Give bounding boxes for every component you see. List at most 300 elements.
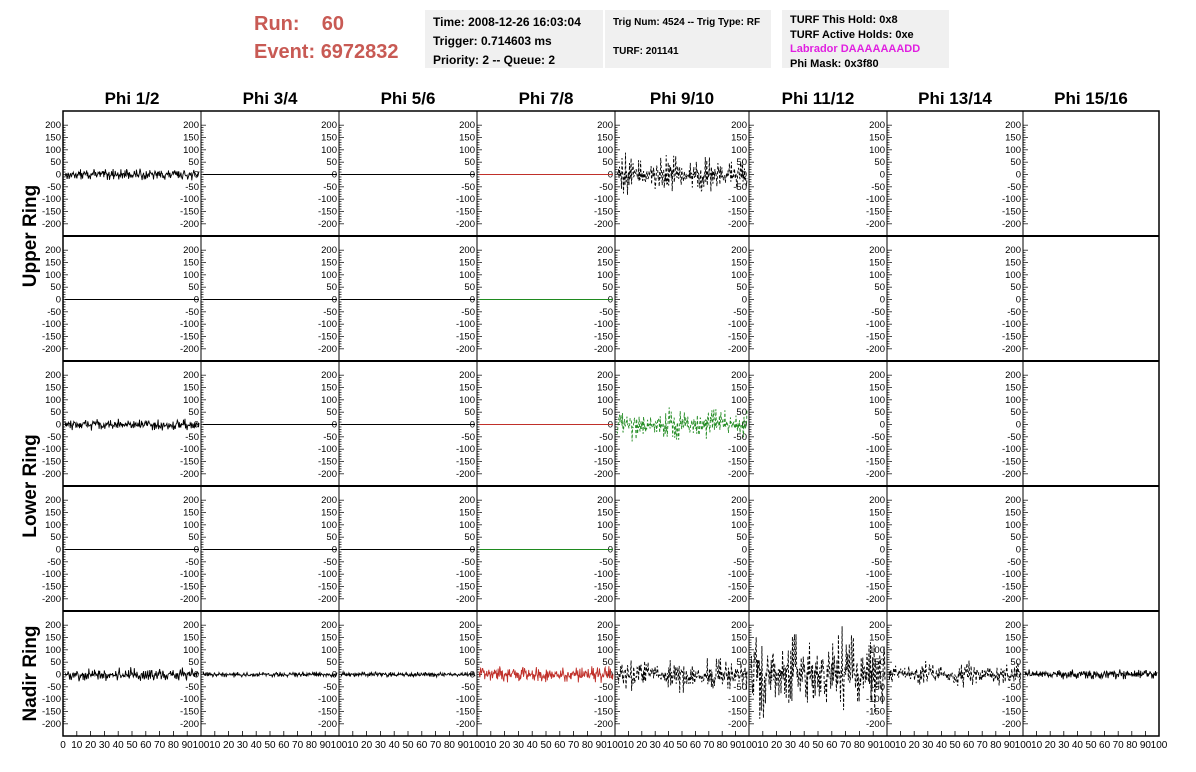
y-tick-label: -200 xyxy=(1001,468,1021,480)
y-tick-label: 100 xyxy=(869,394,885,406)
x-tick-label: 60 xyxy=(826,740,838,751)
y-tick-label: 150 xyxy=(731,507,747,519)
y-tick-label: -100 xyxy=(41,194,61,206)
priority-text: Priority: 2 -- Queue: 2 xyxy=(433,53,556,67)
x-tick-label: 40 xyxy=(663,740,675,751)
y-tick-label: 150 xyxy=(1005,632,1021,644)
y-tick-label: 50 xyxy=(602,532,613,544)
y-tick-label: 150 xyxy=(731,132,747,144)
y-tick-label: 100 xyxy=(183,519,199,531)
labrador-text: Labrador DAAAAAAADD xyxy=(790,43,921,55)
y-tick-label: 150 xyxy=(1005,382,1021,394)
y-tick-label: 200 xyxy=(45,495,61,507)
y-tick-label: -150 xyxy=(865,456,885,468)
y-tick-label: -50 xyxy=(599,306,613,318)
y-tick-label: 50 xyxy=(736,532,747,544)
y-tick-label: -100 xyxy=(317,319,337,331)
x-tick-label: 10 xyxy=(71,740,83,751)
y-tick-label: -200 xyxy=(865,593,885,605)
y-tick-label: 0 xyxy=(607,669,613,681)
y-tick-label: 100 xyxy=(45,269,61,281)
y-tick-label: -200 xyxy=(179,468,199,480)
y-tick-label: 150 xyxy=(597,382,613,394)
phi-mask-text: Phi Mask: 0x3f80 xyxy=(790,57,879,70)
y-tick-label: -100 xyxy=(179,319,199,331)
y-tick-label: -50 xyxy=(47,681,61,693)
y-tick-label: 0 xyxy=(469,669,475,681)
x-tick-label: 10 xyxy=(622,740,634,751)
y-tick-label: -50 xyxy=(461,181,475,193)
row-title: Nadir Ring xyxy=(20,625,41,722)
turf-active-text: TURF Active Holds: 0xe xyxy=(790,28,914,41)
y-tick-label: -50 xyxy=(599,681,613,693)
y-tick-label: -150 xyxy=(317,331,337,343)
y-tick-label: -50 xyxy=(323,306,337,318)
x-tick-label: 90 xyxy=(730,740,742,751)
y-tick-label: -100 xyxy=(593,694,613,706)
y-tick-label: 100 xyxy=(1005,519,1021,531)
column-title: Phi 15/16 xyxy=(1054,89,1128,108)
y-tick-label: 200 xyxy=(321,120,337,132)
y-tick-label: 150 xyxy=(1005,132,1021,144)
y-tick-label: -50 xyxy=(461,431,475,443)
y-tick-label: -200 xyxy=(455,468,475,480)
y-tick-label: 150 xyxy=(597,257,613,269)
y-tick-label: 0 xyxy=(469,169,475,181)
y-tick-label: -100 xyxy=(593,319,613,331)
y-tick-label: -50 xyxy=(871,306,885,318)
y-tick-label: 150 xyxy=(459,132,475,144)
y-tick-label: 200 xyxy=(731,245,747,257)
y-tick-label: 150 xyxy=(183,507,199,519)
waveform-trace xyxy=(65,667,199,681)
trigger-text: Trigger: 0.714603 ms xyxy=(433,34,552,48)
y-tick-label: 150 xyxy=(459,632,475,644)
y-tick-label: 100 xyxy=(321,394,337,406)
y-tick-label: 150 xyxy=(869,632,885,644)
x-tick-label: 80 xyxy=(581,740,593,751)
event-value: 6972832 xyxy=(320,41,399,63)
run-label: Run: xyxy=(254,13,300,35)
y-tick-label: 50 xyxy=(602,282,613,294)
y-tick-label: 0 xyxy=(741,169,747,181)
y-tick-label: -200 xyxy=(455,343,475,355)
waveform-trace xyxy=(341,672,475,678)
y-axis xyxy=(42,120,68,230)
y-tick-label: -200 xyxy=(41,593,61,605)
y-tick-label: 150 xyxy=(597,632,613,644)
y-tick-label: 100 xyxy=(459,644,475,656)
x-tick-label: 60 xyxy=(140,740,152,751)
y-tick-label: 200 xyxy=(45,120,61,132)
y-tick-label: 0 xyxy=(1015,544,1021,556)
y-tick-label: -150 xyxy=(1001,581,1021,593)
x-tick-label: 70 xyxy=(703,740,715,751)
waveform-trace xyxy=(1025,669,1157,679)
y-tick-label: 200 xyxy=(869,495,885,507)
y-tick-label: 100 xyxy=(597,519,613,531)
y-tick-label: 50 xyxy=(326,532,337,544)
y-tick-label: -50 xyxy=(323,431,337,443)
x-tick-label: 30 xyxy=(922,740,934,751)
y-tick-label: 50 xyxy=(50,657,61,669)
y-tick-label: 50 xyxy=(50,407,61,419)
y-tick-label: 200 xyxy=(459,620,475,632)
y-tick-label: 200 xyxy=(321,620,337,632)
y-axis xyxy=(1002,370,1028,480)
y-tick-label: -150 xyxy=(1001,206,1021,218)
y-tick-label: 100 xyxy=(459,519,475,531)
y-tick-label: -150 xyxy=(593,581,613,593)
y-tick-label: 50 xyxy=(464,407,475,419)
y-tick-label: -50 xyxy=(461,306,475,318)
y-tick-label: -100 xyxy=(727,694,747,706)
y-tick-label: -150 xyxy=(317,706,337,718)
y-tick-label: 50 xyxy=(602,407,613,419)
waveform-trace xyxy=(65,419,199,431)
y-tick-label: 200 xyxy=(45,620,61,632)
y-tick-label: -100 xyxy=(1001,694,1021,706)
y-tick-label: 0 xyxy=(879,294,885,306)
y-tick-label: 50 xyxy=(874,157,885,169)
y-tick-label: 50 xyxy=(1010,282,1021,294)
y-tick-label: 50 xyxy=(326,157,337,169)
y-tick-label: 200 xyxy=(597,370,613,382)
y-tick-label: 150 xyxy=(869,382,885,394)
y-tick-label: 200 xyxy=(869,370,885,382)
y-tick-label: -150 xyxy=(455,706,475,718)
y-tick-label: -100 xyxy=(865,444,885,456)
y-tick-label: -150 xyxy=(727,331,747,343)
y-axis xyxy=(866,495,892,605)
y-tick-label: 0 xyxy=(331,169,337,181)
row-title: Lower Ring xyxy=(20,434,41,538)
y-tick-label: 50 xyxy=(1010,657,1021,669)
y-tick-label: -200 xyxy=(41,468,61,480)
y-tick-label: -150 xyxy=(593,331,613,343)
x-tick-label: 70 xyxy=(292,740,304,751)
y-tick-label: -200 xyxy=(593,218,613,230)
y-tick-label: 50 xyxy=(464,657,475,669)
x-tick-label: 20 xyxy=(908,740,920,751)
x-tick-label: 90 xyxy=(595,740,607,751)
waveform-trace xyxy=(889,661,1021,688)
y-tick-label: -200 xyxy=(179,218,199,230)
y-tick-label: -200 xyxy=(179,593,199,605)
x-tick-label: 80 xyxy=(990,740,1002,751)
y-tick-label: -100 xyxy=(179,194,199,206)
y-tick-label: -100 xyxy=(317,694,337,706)
y-tick-label: -100 xyxy=(1001,319,1021,331)
y-axis xyxy=(866,620,892,730)
x-tick-label: 30 xyxy=(649,740,661,751)
y-tick-label: 150 xyxy=(183,382,199,394)
time-text: Time: 2008-12-26 16:03:04 xyxy=(433,15,581,29)
waveform-trace xyxy=(751,626,885,719)
y-tick-label: 100 xyxy=(869,144,885,156)
y-tick-label: 50 xyxy=(188,157,199,169)
y-axis xyxy=(1002,495,1028,605)
x-tick-label: 60 xyxy=(689,740,701,751)
run-value: 60 xyxy=(321,13,345,35)
y-tick-label: 200 xyxy=(183,245,199,257)
y-tick-label: 200 xyxy=(731,620,747,632)
x-tick-label: 20 xyxy=(1044,740,1056,751)
y-tick-label: 50 xyxy=(326,407,337,419)
y-tick-label: -150 xyxy=(179,206,199,218)
y-tick-label: 200 xyxy=(183,370,199,382)
y-tick-label: 200 xyxy=(183,620,199,632)
y-tick-label: -50 xyxy=(733,556,747,568)
y-tick-label: -100 xyxy=(455,444,475,456)
y-tick-label: 200 xyxy=(183,120,199,132)
x-tick-label: 100 xyxy=(740,740,758,751)
y-tick-label: 50 xyxy=(874,532,885,544)
y-tick-label: 0 xyxy=(1015,169,1021,181)
y-tick-label: 200 xyxy=(45,370,61,382)
x-tick-label: 90 xyxy=(1003,740,1015,751)
y-tick-label: 50 xyxy=(874,407,885,419)
y-tick-label: -100 xyxy=(455,569,475,581)
y-tick-label: -100 xyxy=(179,569,199,581)
y-tick-label: 100 xyxy=(731,519,747,531)
x-tick-label: 60 xyxy=(416,740,428,751)
y-tick-label: -150 xyxy=(179,456,199,468)
y-tick-label: -50 xyxy=(871,556,885,568)
waveform-trace xyxy=(65,169,199,181)
y-tick-label: -200 xyxy=(317,468,337,480)
y-tick-label: 200 xyxy=(1005,370,1021,382)
x-tick-label: 10 xyxy=(485,740,497,751)
trig-text: Trig Num: 4524 -- Trig Type: RF xyxy=(613,17,761,28)
y-tick-label: 0 xyxy=(331,669,337,681)
y-tick-label: 200 xyxy=(597,120,613,132)
y-tick-label: 100 xyxy=(321,519,337,531)
column-title: Phi 1/2 xyxy=(104,89,160,108)
x-tick-label: 10 xyxy=(209,740,221,751)
y-tick-label: -100 xyxy=(317,444,337,456)
y-tick-label: -50 xyxy=(1007,431,1021,443)
y-tick-label: -150 xyxy=(727,706,747,718)
y-tick-label: -50 xyxy=(185,306,199,318)
x-tick-label: 30 xyxy=(374,740,386,751)
y-tick-label: -100 xyxy=(727,194,747,206)
x-tick-label: 10 xyxy=(757,740,769,751)
x-tick-label: 40 xyxy=(935,740,947,751)
y-tick-label: 200 xyxy=(1005,245,1021,257)
column-title: Phi 9/10 xyxy=(649,89,715,108)
y-tick-label: 100 xyxy=(1005,644,1021,656)
y-tick-label: -200 xyxy=(865,718,885,730)
y-tick-label: -150 xyxy=(179,331,199,343)
x-tick-label: 30 xyxy=(1058,740,1070,751)
x-tick-label: 100 xyxy=(468,740,486,751)
y-tick-label: 0 xyxy=(879,419,885,431)
y-tick-label: -200 xyxy=(865,343,885,355)
y-tick-label: -50 xyxy=(1007,681,1021,693)
y-tick-label: -150 xyxy=(455,456,475,468)
y-tick-label: 200 xyxy=(1005,495,1021,507)
y-tick-label: 150 xyxy=(183,257,199,269)
y-axis xyxy=(728,245,754,355)
y-tick-label: 100 xyxy=(321,269,337,281)
y-tick-label: -100 xyxy=(41,569,61,581)
y-tick-label: -100 xyxy=(865,694,885,706)
y-tick-label: -50 xyxy=(185,431,199,443)
y-tick-label: 200 xyxy=(321,495,337,507)
y-tick-label: 100 xyxy=(183,644,199,656)
y-tick-label: -50 xyxy=(599,556,613,568)
y-tick-label: -100 xyxy=(179,444,199,456)
x-tick-label: 50 xyxy=(676,740,688,751)
y-tick-label: 0 xyxy=(331,544,337,556)
y-tick-label: -100 xyxy=(727,319,747,331)
x-tick-label: 90 xyxy=(457,740,469,751)
x-tick-label: 70 xyxy=(1112,740,1124,751)
y-tick-label: -150 xyxy=(317,206,337,218)
y-tick-label: 150 xyxy=(869,132,885,144)
x-tick-label: 90 xyxy=(867,740,879,751)
y-tick-label: 150 xyxy=(321,632,337,644)
x-tick-label: 40 xyxy=(798,740,810,751)
y-tick-label: 0 xyxy=(55,544,61,556)
y-tick-label: -200 xyxy=(1001,593,1021,605)
waveform-trace xyxy=(617,153,747,195)
y-tick-label: 200 xyxy=(597,245,613,257)
y-tick-label: -50 xyxy=(599,431,613,443)
y-tick-label: -50 xyxy=(733,681,747,693)
y-tick-label: 100 xyxy=(597,144,613,156)
y-tick-label: 50 xyxy=(1010,157,1021,169)
y-tick-label: -100 xyxy=(1001,444,1021,456)
y-tick-label: -200 xyxy=(1001,343,1021,355)
y-tick-label: -150 xyxy=(727,206,747,218)
x-tick-label: 80 xyxy=(716,740,728,751)
y-tick-label: -50 xyxy=(1007,306,1021,318)
y-tick-label: -50 xyxy=(1007,181,1021,193)
y-tick-label: 0 xyxy=(193,419,199,431)
y-tick-label: -100 xyxy=(727,569,747,581)
x-tick-label: 50 xyxy=(126,740,138,751)
x-tick-label: 10 xyxy=(347,740,359,751)
y-tick-label: 200 xyxy=(459,370,475,382)
x-tick-label: 70 xyxy=(154,740,166,751)
y-tick-label: 100 xyxy=(459,144,475,156)
y-axis xyxy=(42,495,68,605)
y-tick-label: 50 xyxy=(736,157,747,169)
x-tick-label: 70 xyxy=(568,740,580,751)
y-tick-label: -150 xyxy=(41,206,61,218)
x-tick-label: 80 xyxy=(1126,740,1138,751)
y-tick-label: 100 xyxy=(597,644,613,656)
y-tick-label: -200 xyxy=(179,343,199,355)
y-tick-label: -200 xyxy=(455,718,475,730)
y-tick-label: -200 xyxy=(593,593,613,605)
y-tick-label: 150 xyxy=(731,382,747,394)
x-tick-label: 40 xyxy=(388,740,400,751)
y-tick-label: -50 xyxy=(47,556,61,568)
y-tick-label: 100 xyxy=(731,394,747,406)
x-tick-label: 40 xyxy=(250,740,262,751)
y-tick-label: 0 xyxy=(741,669,747,681)
x-tick-label: 80 xyxy=(443,740,455,751)
y-tick-label: -50 xyxy=(185,181,199,193)
y-tick-label: -200 xyxy=(727,718,747,730)
y-tick-label: 0 xyxy=(193,544,199,556)
y-tick-label: 50 xyxy=(50,282,61,294)
y-tick-label: 200 xyxy=(321,245,337,257)
y-axis xyxy=(866,370,892,480)
x-tick-label: 50 xyxy=(540,740,552,751)
y-tick-label: 150 xyxy=(183,132,199,144)
turf-text: TURF: 201141 xyxy=(613,46,679,57)
y-tick-label: 50 xyxy=(188,657,199,669)
y-tick-label: -50 xyxy=(1007,556,1021,568)
y-tick-label: -150 xyxy=(317,581,337,593)
column-title: Phi 5/6 xyxy=(380,89,436,108)
y-tick-label: 150 xyxy=(45,257,61,269)
x-tick-label: 20 xyxy=(85,740,97,751)
x-tick-label: 100 xyxy=(330,740,348,751)
y-tick-label: -50 xyxy=(323,681,337,693)
y-tick-label: 100 xyxy=(731,269,747,281)
y-tick-label: 50 xyxy=(464,157,475,169)
y-tick-label: 150 xyxy=(459,382,475,394)
y-tick-label: 0 xyxy=(55,294,61,306)
y-tick-label: 200 xyxy=(869,120,885,132)
y-tick-label: 150 xyxy=(597,507,613,519)
y-tick-label: -150 xyxy=(865,206,885,218)
y-tick-label: 0 xyxy=(55,419,61,431)
y-tick-label: 150 xyxy=(731,257,747,269)
column-title: Phi 7/8 xyxy=(518,89,574,108)
y-tick-label: 0 xyxy=(55,169,61,181)
y-tick-label: -100 xyxy=(1001,569,1021,581)
x-tick-label: 80 xyxy=(305,740,317,751)
y-tick-label: 200 xyxy=(597,495,613,507)
y-tick-label: -50 xyxy=(871,431,885,443)
y-tick-label: 100 xyxy=(731,644,747,656)
column-title: Phi 3/4 xyxy=(242,89,298,108)
y-tick-label: -50 xyxy=(599,181,613,193)
y-tick-label: 50 xyxy=(50,532,61,544)
y-tick-label: 150 xyxy=(869,507,885,519)
y-tick-label: 50 xyxy=(464,282,475,294)
waveform-trace xyxy=(479,666,613,683)
x-tick-label: 60 xyxy=(278,740,290,751)
y-tick-label: -50 xyxy=(47,306,61,318)
x-tick-label: 100 xyxy=(1150,740,1168,751)
y-tick-label: 0 xyxy=(469,419,475,431)
y-tick-label: -100 xyxy=(593,194,613,206)
y-tick-label: -100 xyxy=(41,694,61,706)
y-tick-label: 150 xyxy=(459,507,475,519)
y-tick-label: 0 xyxy=(741,544,747,556)
y-tick-label: -150 xyxy=(455,206,475,218)
y-tick-label: -200 xyxy=(41,718,61,730)
y-tick-label: 0 xyxy=(1015,669,1021,681)
y-tick-label: 100 xyxy=(45,394,61,406)
y-tick-label: 200 xyxy=(731,120,747,132)
waveform-trace xyxy=(617,658,747,693)
y-axis xyxy=(42,370,68,480)
y-tick-label: -200 xyxy=(727,468,747,480)
y-tick-label: 150 xyxy=(1005,257,1021,269)
y-tick-label: 0 xyxy=(193,169,199,181)
y-tick-label: -200 xyxy=(455,593,475,605)
y-tick-label: -150 xyxy=(727,456,747,468)
x-tick-label: 20 xyxy=(636,740,648,751)
